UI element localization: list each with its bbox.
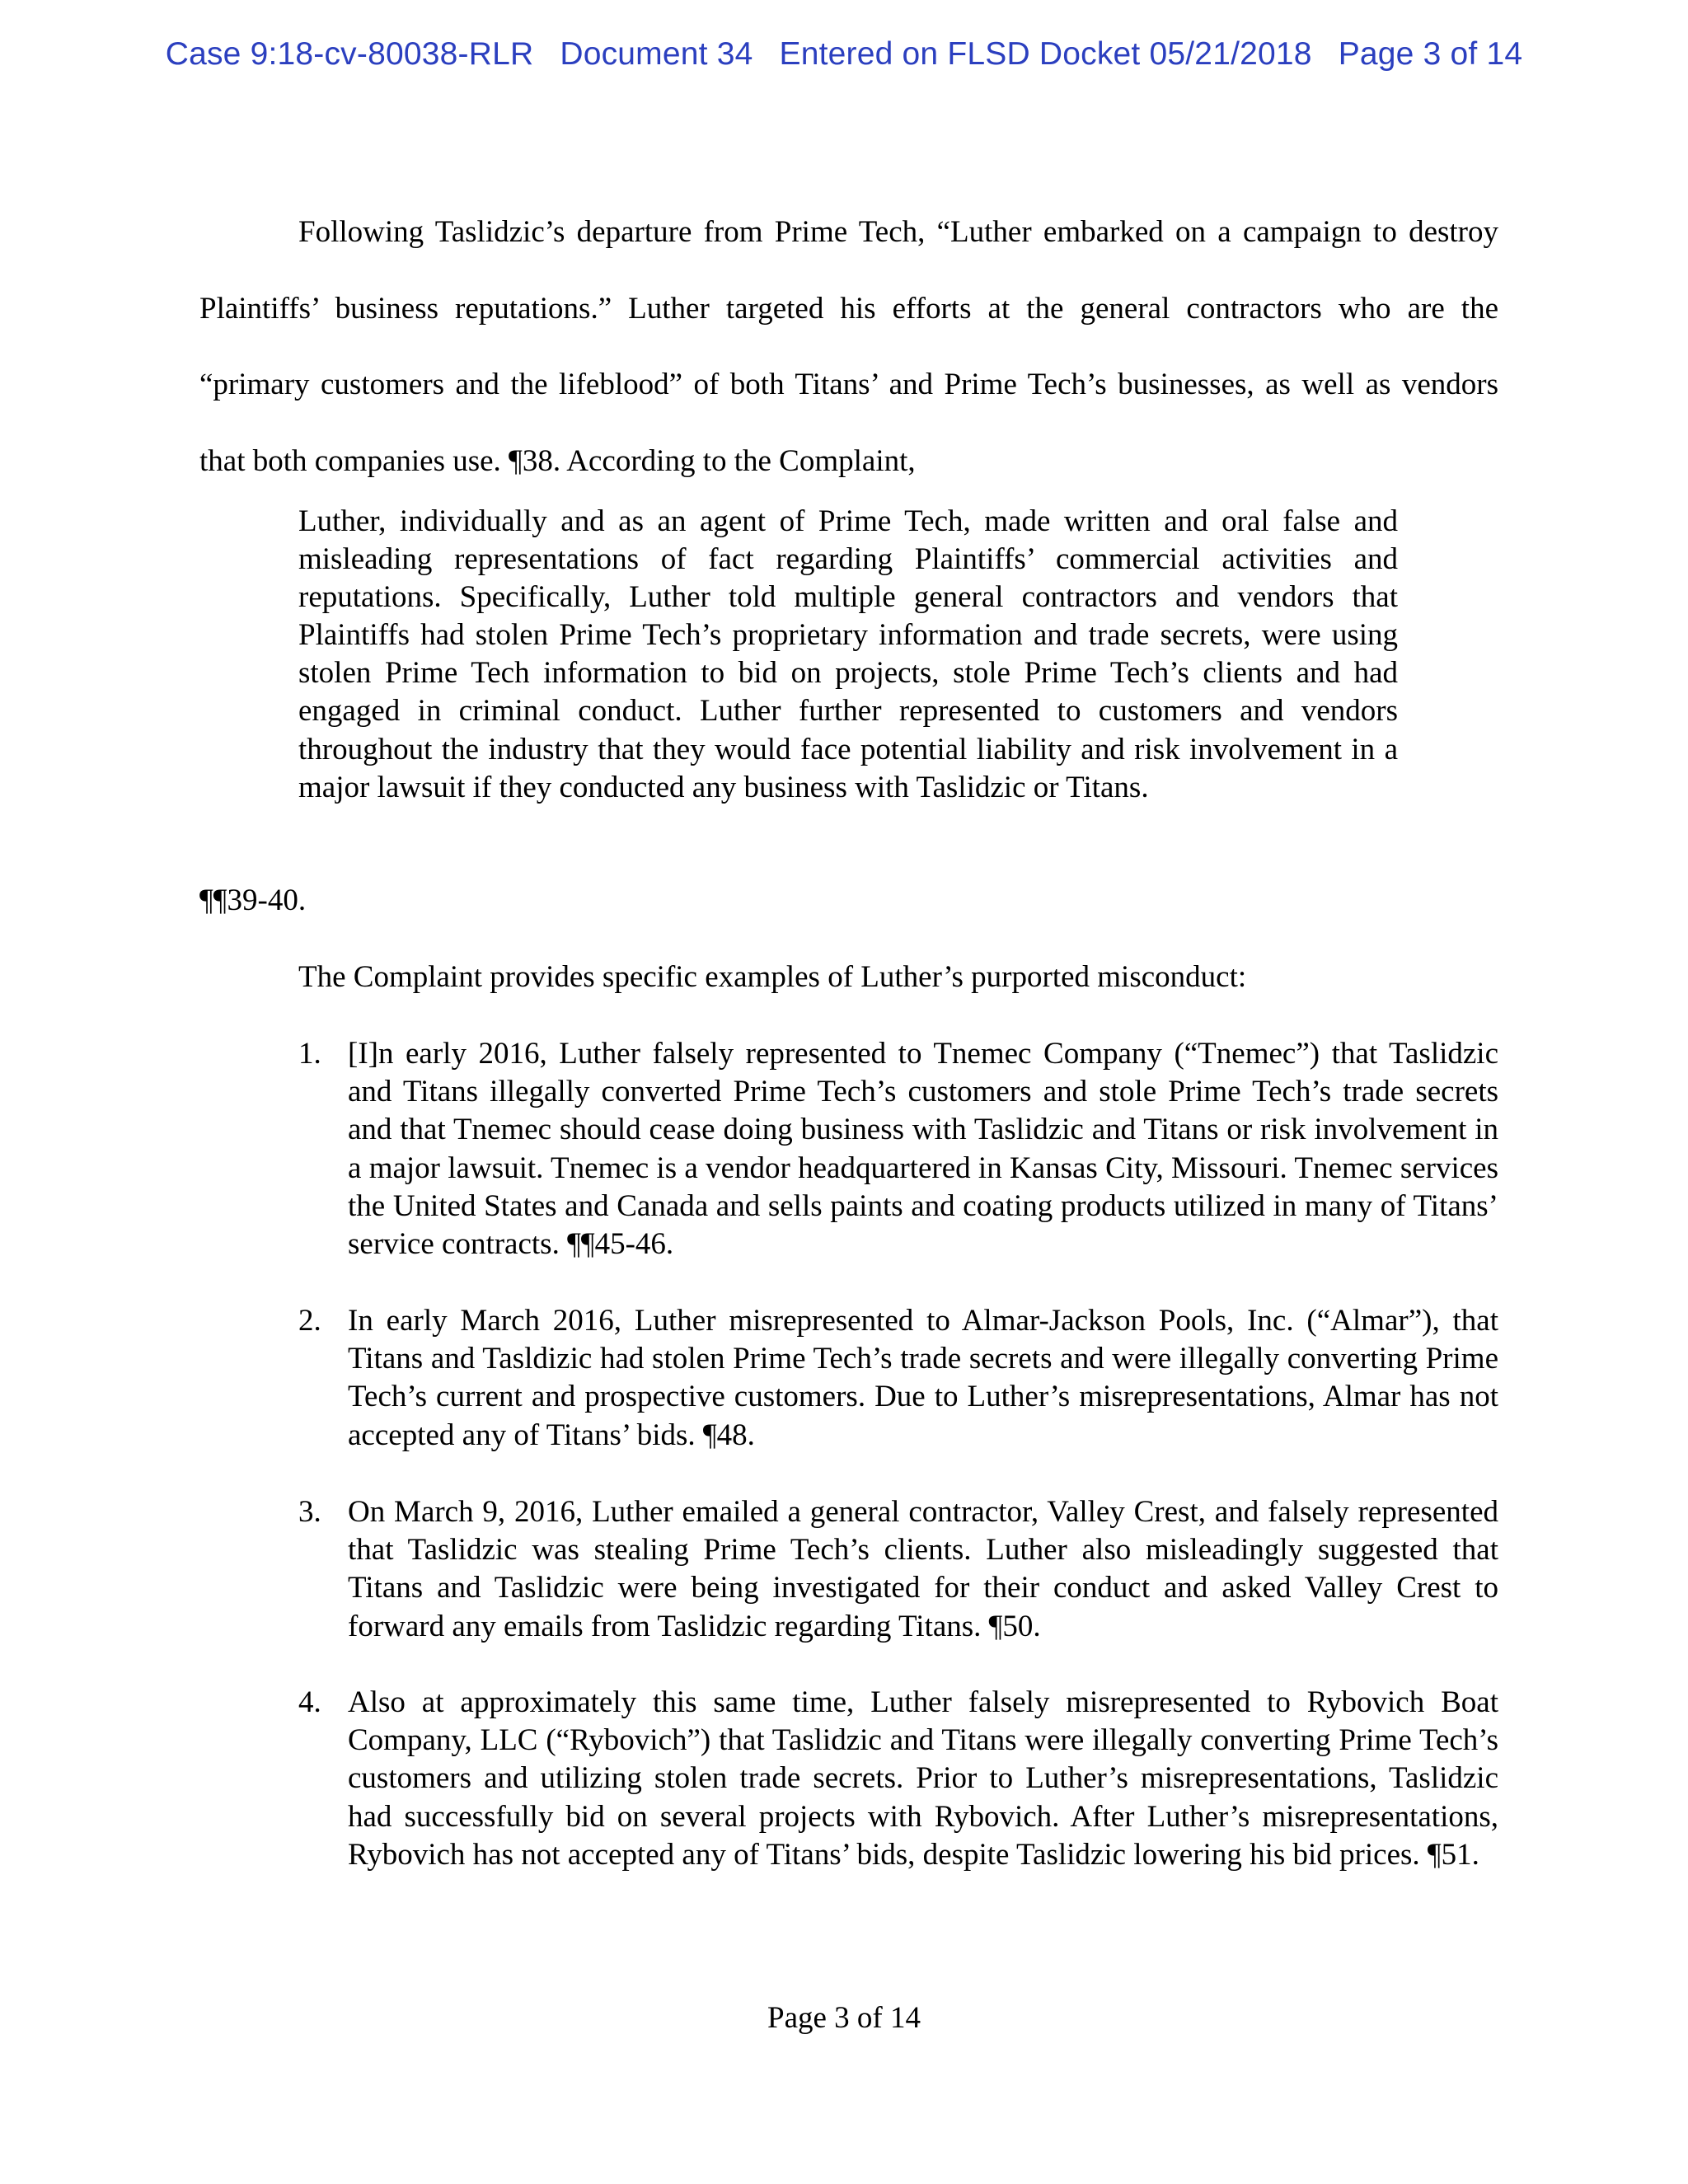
header-case-number: Case 9:18-cv-80038-RLR [165, 36, 534, 72]
list-item-number: 1. [298, 1037, 321, 1071]
header-page-number: Page 3 of 14 [1338, 36, 1523, 72]
header-entered-date: Entered on FLSD Docket 05/21/2018 [779, 36, 1312, 72]
list-item-number: 3. [298, 1495, 321, 1529]
list-item [298, 1302, 1498, 1455]
list-item-text: On March 9, 2016, Luther emailed a general contractor, Valley Crest, and falsely represented that Taslidzic was stealing Prime Tech’s clients. Luther also misleadingly suggested that Titans and Taslidzic were being investigated for their conduct and asked Valley Crest to forward any emails from Taslidzic regarding Titans. ¶50. [348, 1495, 1498, 1643]
list-item-text: Also at approximately this same time, Luther falsely misrepresented to Rybovich Boat Company, LLC (“Rybovich”) that Taslidzic and Titans were illegally converting Prime Tech’s customers and utilizing stolen trade secrets. Prior to Luther’s misrepresentations, Taslidzic had successfully bid on several projects with Rybovich. After Luther’s misrepresentations, Rybovich has not accepted any of Titans’ bids, despite Taslidzic lowering his bid prices. ¶51. [348, 1685, 1498, 1872]
header-document-number: Document 34 [560, 36, 753, 72]
list-item-number: 4. [298, 1685, 321, 1719]
list-item [298, 1493, 1498, 1646]
block-quote: Luther, individually and as an agent of Prime Tech, made written and oral false and misleading representations of fact regarding Plaintiffs’ commercial activities and reputations. Specifically, Luther told multiple general contractors and vendors that Plaintiffs had stolen Prime Tech’s proprietary information and trade secrets, were using stolen Prime Tech information to bid on projects, stole Prime Tech’s clients and had engaged in criminal conduct. Luther further represented to customers and vendors throughout the industry that they would face potential liability and risk involvement in a major lawsuit if they conducted any business with Taslidzic or Titans. [298, 504, 1398, 804]
list-item [298, 1684, 1498, 1874]
page-footer: Page 3 of 14 [767, 2001, 921, 2035]
list-item-number: 2. [298, 1304, 321, 1338]
list-item [298, 1035, 1498, 1263]
list-item-text: In early March 2016, Luther misrepresented to Almar-Jackson Pools, Inc. (“Almar”), that Titans and Tasldizic had stolen Prime Tech’s trade secrets and were illegally converting Prime Tech’s current and prospective customers. Due to Luther’s misrepresentations, Almar has not accepted any of Titans’ bids. ¶48. [348, 1304, 1498, 1452]
docket-header [0, 36, 1688, 73]
paragraph-citation: ¶¶39-40. [199, 883, 307, 917]
list-item-text: [I]n early 2016, Luther falsely represented to Tnemec Company (“Tnemec”) that Taslidzic and Titans illegally converted Prime Tech’s customers and stole Prime Tech’s trade secrets and that Tnemec should cease doing business with Taslidzic and Titans or risk involvement in a major lawsuit. Tnemec is a vendor headquartered in Kansas City, Missouri. Tnemec services the United States and Canada and sells paints and coating products utilized in many of Titans’ service contracts. ¶¶45-46. [348, 1037, 1498, 1262]
examples-intro: The Complaint provides specific examples of Luther’s purported misconduct: [298, 960, 1247, 994]
body-paragraph-main: Following Taslidzic’s departure from Prime Tech, “Luther embarked on a campaign to destroy Plaintiffs’ business reputations.” Luther targeted his efforts at the general contractors who are the “primary customers and the lifeblood” of both Titans’ and Prime Tech’s businesses, as well as vendors that both companies use. ¶38. According to the Complaint, [199, 215, 1498, 478]
